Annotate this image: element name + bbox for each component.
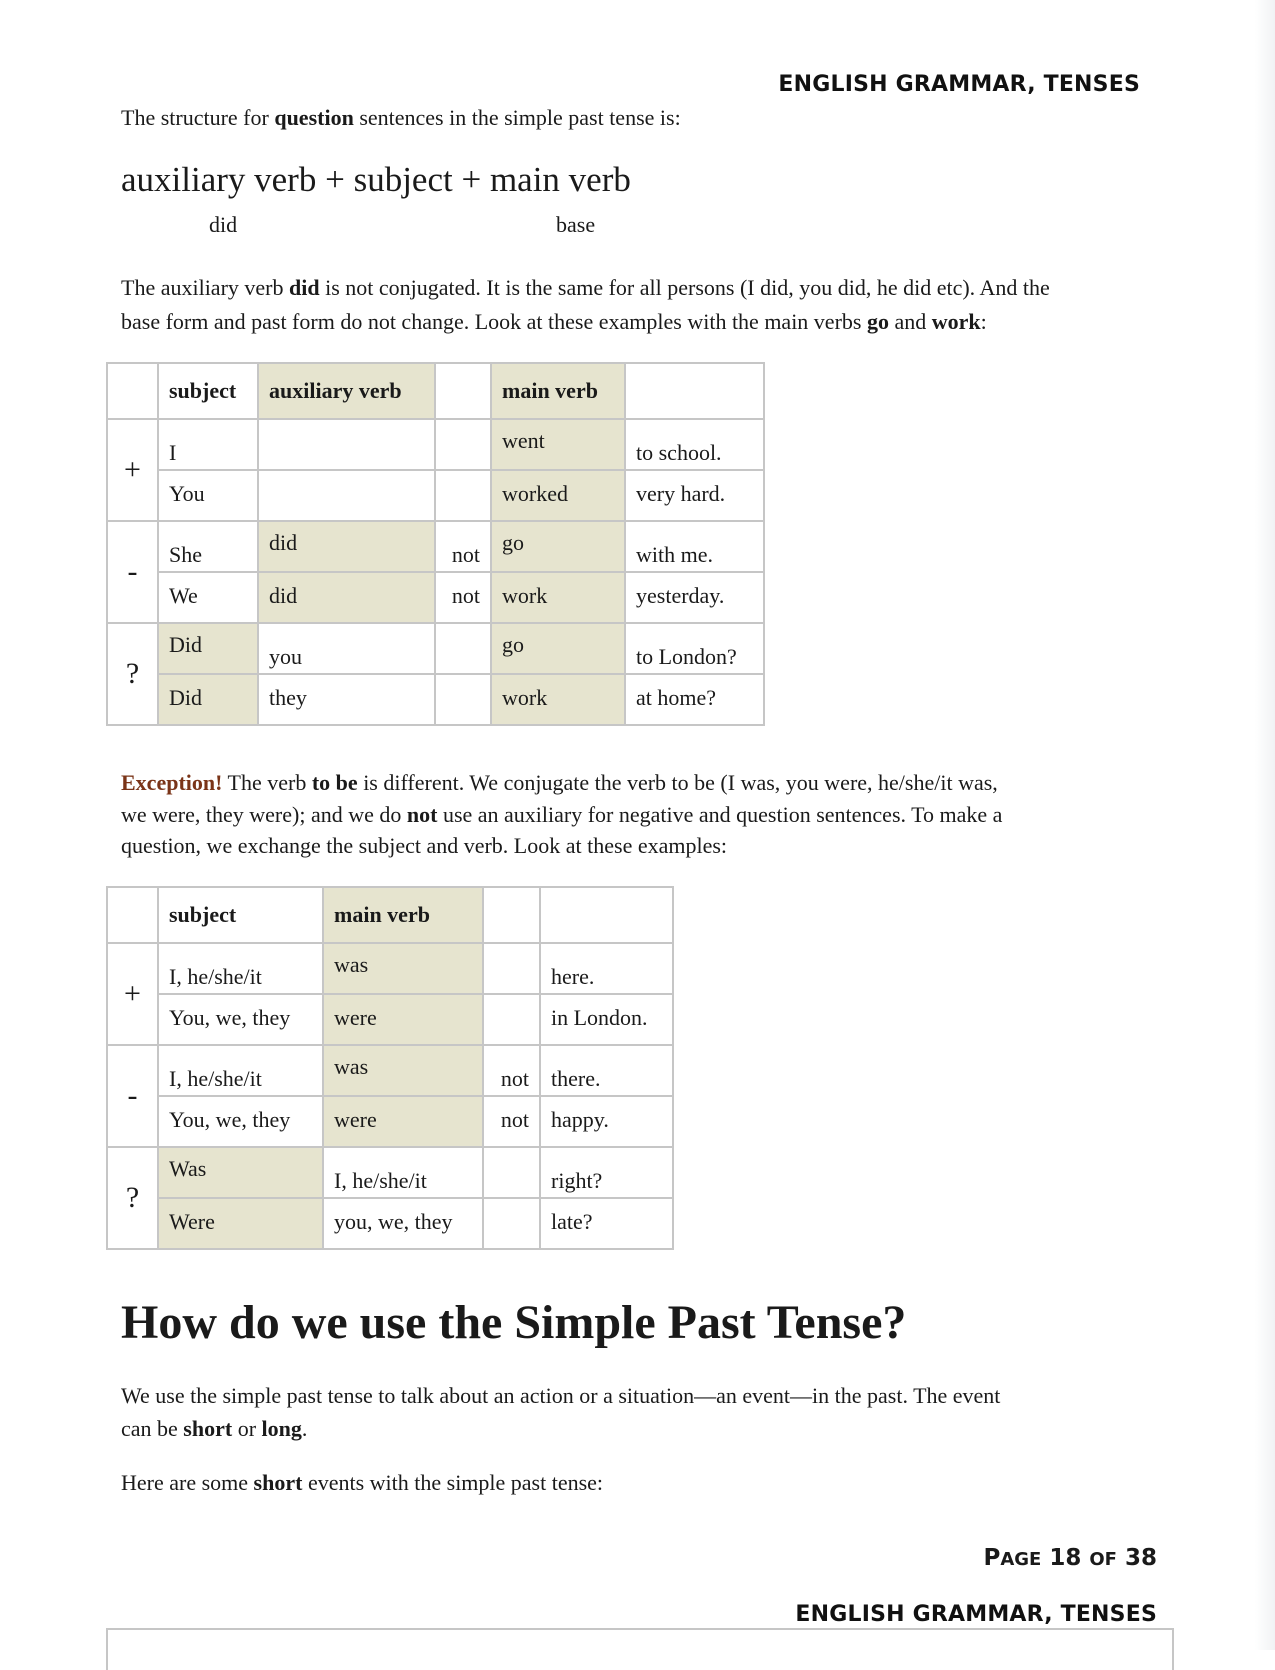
cell-text	[494, 1148, 529, 1168]
exception-line-1	[121, 767, 998, 798]
running-header-top: ENGLISH GRAMMAR, TENSES	[778, 72, 1140, 97]
structure-formula: auxiliary verb + subject + main verb	[121, 160, 631, 199]
page-number	[983, 1545, 1157, 1571]
positive-symbol: +	[107, 419, 158, 521]
expl-bold-did: did	[289, 275, 320, 300]
cell-text: was	[334, 952, 369, 977]
cell-rest	[540, 943, 673, 994]
page-text: P	[983, 1545, 1001, 1571]
cell-subject	[158, 1096, 323, 1147]
cell-text: they	[269, 685, 307, 710]
cell-text	[446, 471, 480, 481]
cell-text: Did	[169, 685, 202, 710]
cell-not	[435, 470, 491, 521]
cell-not	[483, 1198, 540, 1249]
cell-rest	[540, 1198, 673, 1249]
header-cell-empty	[540, 887, 673, 943]
cell-aux	[158, 674, 258, 725]
short-events-intro	[121, 1466, 603, 1499]
cell-text: yesterday.	[636, 583, 725, 608]
cell-text: you	[269, 644, 302, 669]
table-row	[107, 943, 673, 994]
cell-text: with me.	[636, 542, 713, 567]
header-cell-empty	[107, 887, 158, 943]
cell-main-verb	[158, 1198, 323, 1249]
cell-text: Was	[169, 1156, 207, 1181]
cell-text: I, he/she/it	[169, 1066, 262, 1091]
exception-bold-not: not	[406, 802, 438, 827]
cell-text	[446, 420, 480, 440]
cell-text: I	[169, 440, 177, 465]
cell-main-verb	[323, 1096, 483, 1147]
cell-subject	[258, 623, 435, 674]
cell-text: not	[451, 583, 480, 608]
cell-aux	[258, 419, 435, 470]
cell-subject	[158, 943, 323, 994]
cell-text: did	[269, 583, 298, 608]
cell-main-verb	[491, 623, 625, 674]
cell-subject	[158, 1045, 323, 1096]
cell-rest	[540, 1147, 673, 1198]
cell-rest	[625, 521, 764, 572]
table-row	[107, 470, 764, 521]
cell-not	[483, 994, 540, 1045]
cell-aux	[158, 623, 258, 674]
cell-text: work	[502, 583, 548, 608]
cell-not	[483, 1045, 540, 1096]
cell-text: not	[500, 1066, 529, 1091]
cell-text	[446, 624, 480, 644]
page-total: 38	[1116, 1545, 1157, 1571]
cell-text: I, he/she/it	[169, 964, 262, 989]
expl-text: is not conjugated. It is the same for all persons (I did, you did, he did etc). And the	[319, 275, 1050, 300]
cell-subject	[158, 572, 258, 623]
table-header-row	[107, 363, 764, 419]
cell-main-verb	[158, 1147, 323, 1198]
cell-main-verb	[323, 994, 483, 1045]
intro-text: Here are some	[121, 1470, 254, 1495]
cell-text: here.	[551, 964, 595, 989]
negative-symbol: -	[107, 1045, 158, 1147]
header-cell-empty	[435, 363, 491, 419]
cell-text: work	[502, 685, 548, 710]
expl-text: and	[888, 309, 932, 334]
cell-main-verb	[491, 470, 625, 521]
cell-text: were	[334, 1107, 377, 1132]
cell-text: you, we, they	[334, 1209, 453, 1234]
cell-rest	[625, 470, 764, 521]
page-text: AGE	[1000, 1549, 1042, 1570]
usage-text: .	[301, 1416, 308, 1441]
intro-bold: question	[274, 105, 354, 130]
cell-not	[483, 1096, 540, 1147]
usage-text: or	[232, 1416, 262, 1441]
cell-text	[494, 944, 529, 964]
cell-text: worked	[502, 481, 568, 506]
question-symbol: ?	[107, 623, 158, 725]
cell-text: did	[269, 530, 298, 555]
cell-text: Were	[169, 1209, 215, 1234]
cell-text: We	[169, 583, 198, 608]
exception-line-2	[121, 799, 1002, 830]
cell-text: go	[502, 632, 524, 657]
usage-bold-short: short	[183, 1416, 233, 1441]
cell-not	[435, 419, 491, 470]
cell-text: not	[451, 542, 480, 567]
exception-bold-to-be: to be	[311, 770, 358, 795]
cell-subject	[258, 674, 435, 725]
cell-aux	[258, 470, 435, 521]
header-subject: subject	[158, 887, 323, 943]
cell-not	[435, 572, 491, 623]
intro-text-b: sentences in the simple past tense is:	[353, 105, 681, 130]
cell-subject	[158, 470, 258, 521]
cell-subject	[323, 1198, 483, 1249]
next-page-frame	[106, 1628, 1174, 1670]
page-edge-shadow	[1255, 0, 1275, 1650]
cell-text: to school.	[636, 440, 722, 465]
cell-text: I, he/she/it	[334, 1168, 427, 1193]
formula-label-main: base	[556, 212, 596, 237]
cell-rest	[625, 674, 764, 725]
table-row	[107, 521, 764, 572]
cell-rest	[625, 623, 764, 674]
cell-text	[494, 995, 529, 1005]
table-row	[107, 674, 764, 725]
explanation-line-2	[121, 305, 987, 338]
cell-aux	[258, 572, 435, 623]
cell-subject	[323, 1147, 483, 1198]
cell-text	[269, 420, 424, 440]
explanation-line-1	[121, 271, 1050, 304]
negative-symbol: -	[107, 521, 158, 623]
table-row	[107, 623, 764, 674]
positive-symbol: +	[107, 943, 158, 1045]
cell-text	[494, 1199, 529, 1209]
cell-main-verb	[491, 521, 625, 572]
cell-rest	[540, 994, 673, 1045]
section-heading: How do we use the Simple Past Tense?	[121, 1296, 907, 1349]
exception-text: The verb	[222, 770, 312, 795]
cell-not	[483, 1147, 540, 1198]
cell-main-verb	[491, 674, 625, 725]
intro-bold-short: short	[253, 1470, 303, 1495]
exception-line-3: question, we exchange the subject and verb. Look at these examples:	[121, 833, 728, 858]
cell-subject	[158, 419, 258, 470]
cell-rest	[625, 419, 764, 470]
simple-past-examples-table	[106, 362, 765, 726]
cell-text: You, we, they	[169, 1107, 291, 1132]
table-row	[107, 572, 764, 623]
cell-main-verb	[323, 943, 483, 994]
cell-main-verb	[323, 1045, 483, 1096]
cell-text: right?	[551, 1168, 603, 1193]
usage-line-1: We use the simple past tense to talk about an action or a situation—an event—in the past. The event	[121, 1383, 1001, 1408]
expl-text: base form and past form do not change. Look at these examples with the main verbs	[121, 309, 867, 334]
header-cell-empty	[107, 363, 158, 419]
cell-text: late?	[551, 1209, 593, 1234]
cell-text: not	[500, 1107, 529, 1132]
usage-line-2	[121, 1412, 307, 1445]
cell-text: She	[169, 542, 202, 567]
page-text: OF	[1089, 1549, 1117, 1570]
expl-text: :	[980, 309, 987, 334]
cell-not	[435, 674, 491, 725]
header-main-verb: main verb	[491, 363, 625, 419]
exception-text: we were, they were); and we do	[121, 802, 407, 827]
cell-rest	[625, 572, 764, 623]
cell-text: there.	[551, 1066, 601, 1091]
table-row	[107, 1096, 673, 1147]
table-row	[107, 1147, 673, 1198]
page-current: 18	[1041, 1545, 1090, 1571]
cell-main-verb	[491, 572, 625, 623]
header-cell-empty	[483, 887, 540, 943]
expl-bold-work: work	[931, 309, 981, 334]
cell-text	[269, 471, 424, 481]
to-be-examples-table	[106, 886, 674, 1250]
cell-text: went	[502, 428, 545, 453]
header-subject: subject	[158, 363, 258, 419]
cell-subject	[158, 521, 258, 572]
header-cell-empty	[625, 363, 764, 419]
cell-subject	[158, 994, 323, 1045]
table-row	[107, 994, 673, 1045]
cell-text: very hard.	[636, 481, 726, 506]
cell-text: at home?	[636, 685, 717, 710]
cell-text: was	[334, 1054, 369, 1079]
cell-text: You	[169, 481, 205, 506]
cell-text: You, we, they	[169, 1005, 291, 1030]
intro-sentence	[121, 101, 681, 134]
usage-bold-long: long	[261, 1416, 302, 1441]
cell-rest	[540, 1045, 673, 1096]
running-header-next-page: ENGLISH GRAMMAR, TENSES	[795, 1602, 1157, 1627]
cell-text	[446, 675, 480, 685]
cell-rest	[540, 1096, 673, 1147]
cell-text: to London?	[636, 644, 737, 669]
cell-text: Did	[169, 632, 202, 657]
usage-text: can be	[121, 1416, 184, 1441]
expl-text: The auxiliary verb	[121, 275, 289, 300]
cell-aux	[258, 521, 435, 572]
header-main-verb: main verb	[323, 887, 483, 943]
cell-text: go	[502, 530, 524, 555]
exception-text: use an auxiliary for negative and question sentences. To make a	[437, 802, 1003, 827]
intro-text: events with the simple past tense:	[302, 1470, 604, 1495]
cell-text: were	[334, 1005, 377, 1030]
cell-not	[483, 943, 540, 994]
cell-text: happy.	[551, 1107, 609, 1132]
expl-bold-go: go	[866, 309, 889, 334]
exception-text: is different. We conjugate the verb to be (I was, you were, he/she/it was,	[357, 770, 998, 795]
intro-text-a: The structure for	[121, 105, 275, 130]
table-row	[107, 1198, 673, 1249]
header-auxiliary-verb: auxiliary verb	[258, 363, 435, 419]
table-header-row	[107, 887, 673, 943]
cell-not	[435, 521, 491, 572]
table-row	[107, 1045, 673, 1096]
formula-label-aux: did	[209, 212, 238, 237]
table-row	[107, 419, 764, 470]
cell-text: in London.	[551, 1005, 648, 1030]
question-symbol: ?	[107, 1147, 158, 1249]
cell-not	[435, 623, 491, 674]
exception-label: Exception!	[121, 770, 223, 795]
cell-main-verb	[491, 419, 625, 470]
